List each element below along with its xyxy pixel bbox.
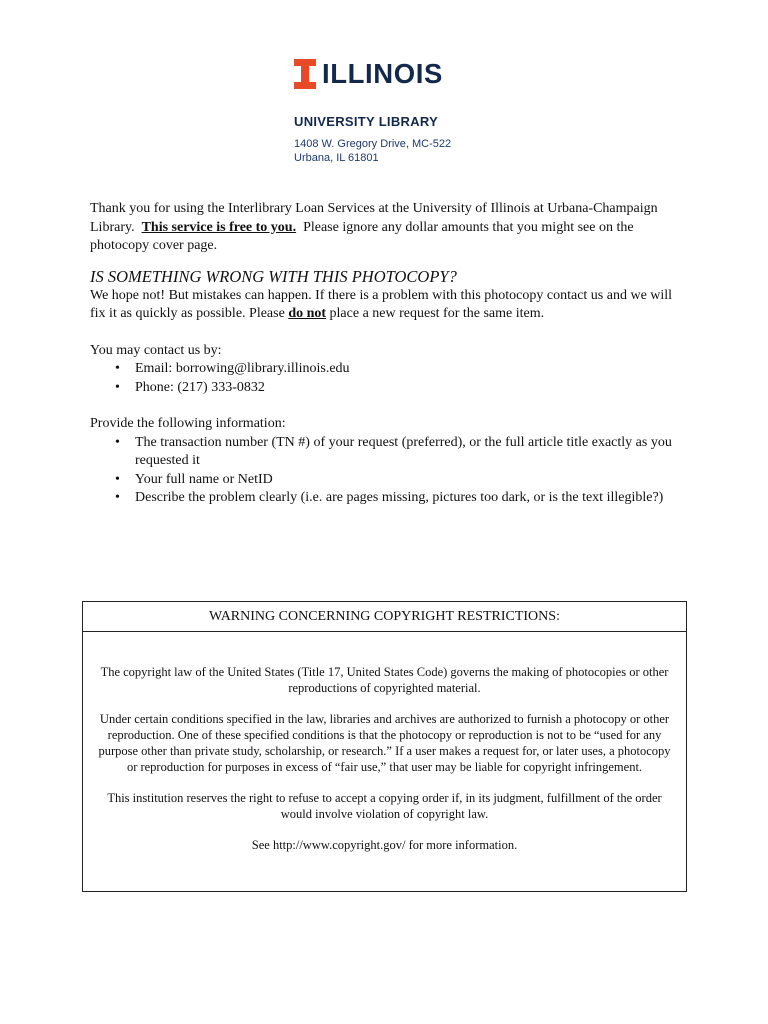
warning-paragraph: Under certain conditions specified in the law, libraries and archives are authorized to furnish a photocopy or other reproduction. One of these specified conditions is that the photocopy or reproduction is not to be “used for any purpose other than private study, scholarship, or research.” If a user makes a request for, or later uses, a photocopy or reproduction for purposes in excess of “fair use,” that user may be liable for copyright infringement. (98, 712, 671, 774)
warning-title: WARNING CONCERNING COPYRIGHT RESTRICTIONS: (83, 602, 686, 632)
warning-body (83, 632, 686, 853)
problem-text-2: place a new request for the same item. (329, 306, 545, 321)
problem-heading: IS SOMETHING WRONG WITH THIS PHOTOCOPY? (90, 266, 457, 286)
info-item-problem: • Describe the problem clearly (i.e. are pages missing, pictures too dark, or is the text illegible?) (135, 489, 690, 508)
document-body (90, 200, 690, 508)
contact-email: • Email: borrowing@library.illinois.edu (135, 360, 690, 379)
contact-phone: • Phone: (217) 333-0832 (135, 379, 690, 398)
intro-paragraph (90, 200, 690, 256)
free-service-emphasis: This service is free to you. (141, 219, 297, 235)
contact-list (90, 360, 690, 397)
copyright-warning-box (82, 601, 687, 892)
unit-name: UNIVERSITY LIBRARY (294, 114, 439, 129)
address-line-1: 1408 W. Gregory Drive, MC-522 (294, 138, 452, 150)
brand (294, 58, 443, 90)
institution-name: ILLINOIS (322, 58, 443, 89)
info-item-transaction: • The transaction number (TN #) of your request (preferred), or the full article title exactly as you requested it (135, 434, 690, 471)
spacer (90, 397, 690, 415)
block-i-logo-icon (294, 59, 316, 89)
letterhead (294, 58, 452, 164)
address (294, 137, 451, 165)
contact-intro: You may contact us by: (90, 342, 222, 358)
warning-paragraph: The copyright law of the United States (Title 17, United States Code) governs the making of photocopies or other reproductions of copyrighted material. (100, 665, 669, 695)
problem-paragraph (90, 287, 690, 324)
info-intro: Provide the following information: (90, 416, 286, 431)
spacer (90, 324, 690, 342)
info-list (90, 434, 690, 508)
address-line-2: Urbana, IL 61801 (294, 152, 379, 164)
intro-text-1: Thank you for using the Interlibrary Loan Services at the University of Illinois at Urbana-Champaign Library. (90, 201, 658, 235)
info-item-name: • Your full name or NetID (135, 471, 690, 490)
do-not-emphasis: do not (288, 306, 327, 321)
problem-text-1: We hope not! But mistakes can happen. If there is a problem with this photocopy contact us and we will fix it as quickly as possible. Please (90, 287, 673, 321)
warning-paragraph: This institution reserves the right to refuse to accept a copying order if, in its judgment, fulfillment of the order would involve violation of copyright law. (107, 791, 662, 821)
intro-text-2: Please ignore any dollar amounts that you might see on the photocopy cover page. (90, 219, 634, 253)
warning-paragraph: See http://www.copyright.gov/ for more information. (251, 838, 518, 852)
